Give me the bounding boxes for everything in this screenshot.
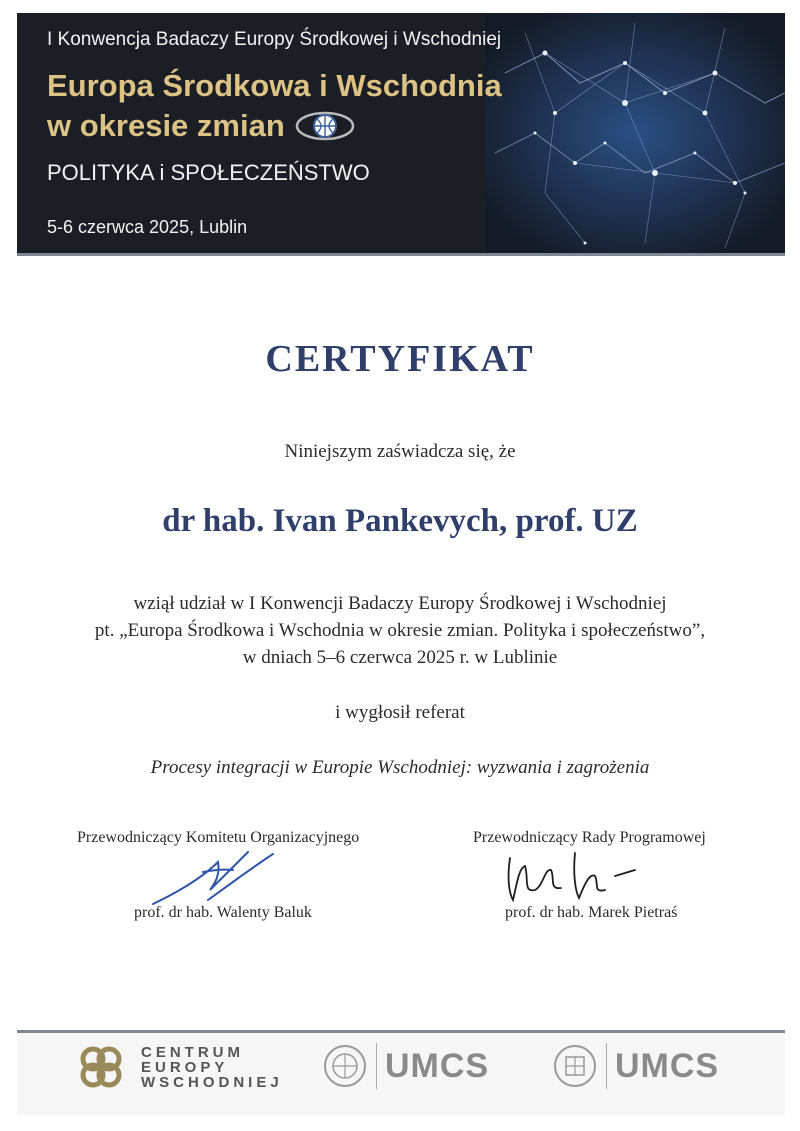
right-handwritten-signature (495, 838, 645, 908)
conference-date: 5-6 czerwca 2025, Lublin (47, 217, 248, 237)
header-divider (17, 253, 785, 256)
left-handwritten-signature (148, 842, 278, 912)
right-signatory-role: Przewodniczący Rady Programowej (473, 829, 706, 846)
umcs-emblem-icon (322, 1043, 368, 1089)
left-signatory-role: Przewodniczący Komitetu Organizacyjnego (77, 829, 360, 846)
network-map-image (485, 13, 785, 253)
presented-text: i wygłosił referat (335, 702, 465, 723)
footer-logos (17, 1033, 785, 1115)
globe-logo-icon (293, 109, 357, 143)
conference-title (47, 66, 502, 146)
centrum-logo-line-3: WSCHODNIEJ (141, 1073, 283, 1091)
left-signatory-name: prof. dr hab. Walenty Baluk (134, 904, 312, 921)
participation-line-3: w dniach 5–6 czerwca 2025 r. w Lublinie (242, 647, 558, 668)
centrum-logo-line-2: EUROPY (141, 1058, 229, 1076)
umcs-logo-1 (322, 1043, 489, 1089)
conference-subtitle: POLITYKA i SPOŁECZEŃSTWO (47, 160, 370, 185)
umcs-logo-2 (552, 1043, 719, 1089)
centrum-europy-wschodniej-logo (75, 1041, 283, 1093)
umcs-wordmark-2: UMCS (615, 1046, 720, 1085)
right-signatory-name: prof. dr hab. Marek Pietraś (505, 904, 678, 921)
certificate-intro: Niniejszym zaświadcza się, że (284, 441, 516, 462)
recipient-name: dr hab. Ivan Pankevych, prof. UZ (162, 503, 638, 539)
participation-line-2: pt. „Europa Środkowa i Wschodnia w okresie zmian. Polityka i społeczeństwo”, (94, 620, 706, 641)
conference-title-line1: Europa Środkowa i Wschodnia (47, 68, 502, 103)
conference-title-line2: w okresie zmian (47, 108, 285, 143)
umcs-emblem-icon (552, 1043, 598, 1089)
talk-title: Procesy integracji w Europie Wschodniej: wyzwania i zagrożenia (150, 757, 650, 778)
centrum-logo-line-1: CENTRUM (141, 1043, 244, 1061)
umcs-wordmark-1: UMCS (385, 1046, 490, 1085)
knot-emblem-icon (75, 1041, 127, 1093)
convention-name: I Konwencja Badaczy Europy Środkowej i Wschodniej (47, 29, 502, 50)
header-banner (17, 13, 785, 253)
participation-line-1: wziął udział w I Konwencji Badaczy Europy Środkowej i Wschodniej (133, 593, 667, 614)
certificate-heading: CERTYFIKAT (265, 338, 535, 380)
